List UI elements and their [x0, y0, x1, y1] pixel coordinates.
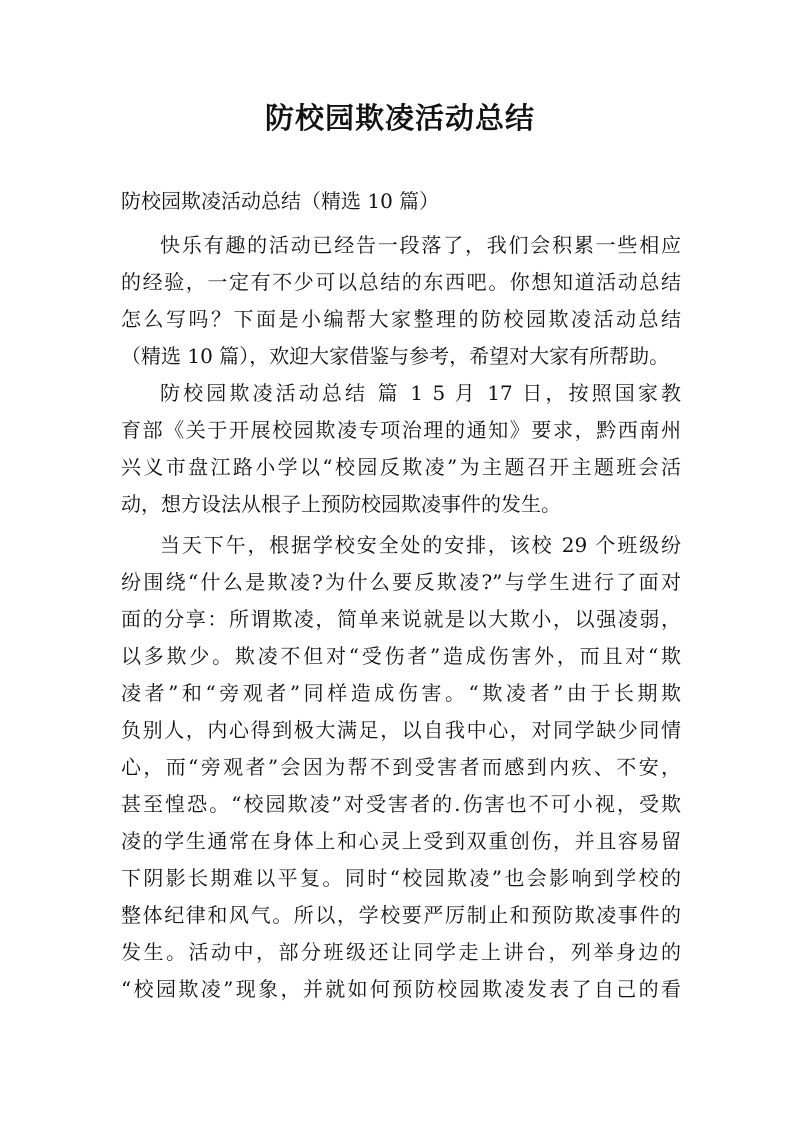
text-line: 防校园欺凌活动总结 篇 1 5 月 17 日，按照国家教: [160, 381, 681, 405]
text-line: 当天下午，根据学校安全处的安排，该校 29 个班级纷: [160, 533, 681, 557]
document-subtitle: 防校园欺凌活动总结（精选 10 篇）: [121, 189, 440, 213]
text-line: 以多欺少。欺凌不但对“受伤者”造成伤害外，而且对“欺: [121, 644, 681, 668]
text-line: 的经验，一定有不少可以总结的东西吧。你想知道活动总结: [121, 270, 681, 294]
text-line: “校园欺凌”现象，并就如何预防校园欺凌发表了自己的看: [121, 977, 681, 1001]
text-line: 怎么写吗？下面是小编帮大家整理的防校园欺凌活动总结: [121, 307, 681, 331]
text-line: 凌的学生通常在身体上和心灵上受到双重创伤，并且容易留: [121, 829, 681, 853]
text-line: 负别人，内心得到极大满足，以自我中心，对同学缺少同情: [121, 718, 681, 742]
text-line: （精选 10 篇），欢迎大家借鉴与参考，希望对大家有所帮助。: [121, 344, 670, 368]
text-line: 快乐有趣的活动已经告一段落了，我们会积累一些相应: [160, 233, 681, 257]
text-line: 兴义市盘江路小学以“校园反欺凌”为主题召开主题班会活: [121, 455, 681, 479]
text-line: 整体纪律和风气。所以，学校要严厉制止和预防欺凌事件的: [121, 903, 681, 927]
document-title: 防校园欺凌活动总结: [264, 101, 535, 135]
text-line: 动，想方设法从根子上预防校园欺凌事件的发生。: [121, 492, 561, 516]
text-line: 下阴影长期难以平复。同时“校园欺凌”也会影响到学校的: [121, 866, 681, 890]
text-line: 育部《关于开展校园欺凌专项治理的通知》要求，黔西南州: [121, 418, 681, 442]
text-line: 心，而“旁观者”会因为帮不到受害者而感到内疚、不安，: [121, 755, 681, 779]
text-line: 纷围绕“什么是欺凌?为什么要反欺凌?”与学生进行了面对: [121, 570, 681, 594]
text-line: 面的分享：所谓欺凌，简单来说就是以大欺小，以强凌弱，: [121, 607, 681, 631]
text-line: 凌者”和“旁观者”同样造成伤害。“欺凌者”由于长期欺: [121, 681, 681, 705]
text-line: 甚至惶恐。“校园欺凌”对受害者的.伤害也不可小视，受欺: [121, 792, 681, 816]
text-line: 发生。活动中，部分班级还让同学走上讲台，列举身边的: [121, 940, 681, 964]
